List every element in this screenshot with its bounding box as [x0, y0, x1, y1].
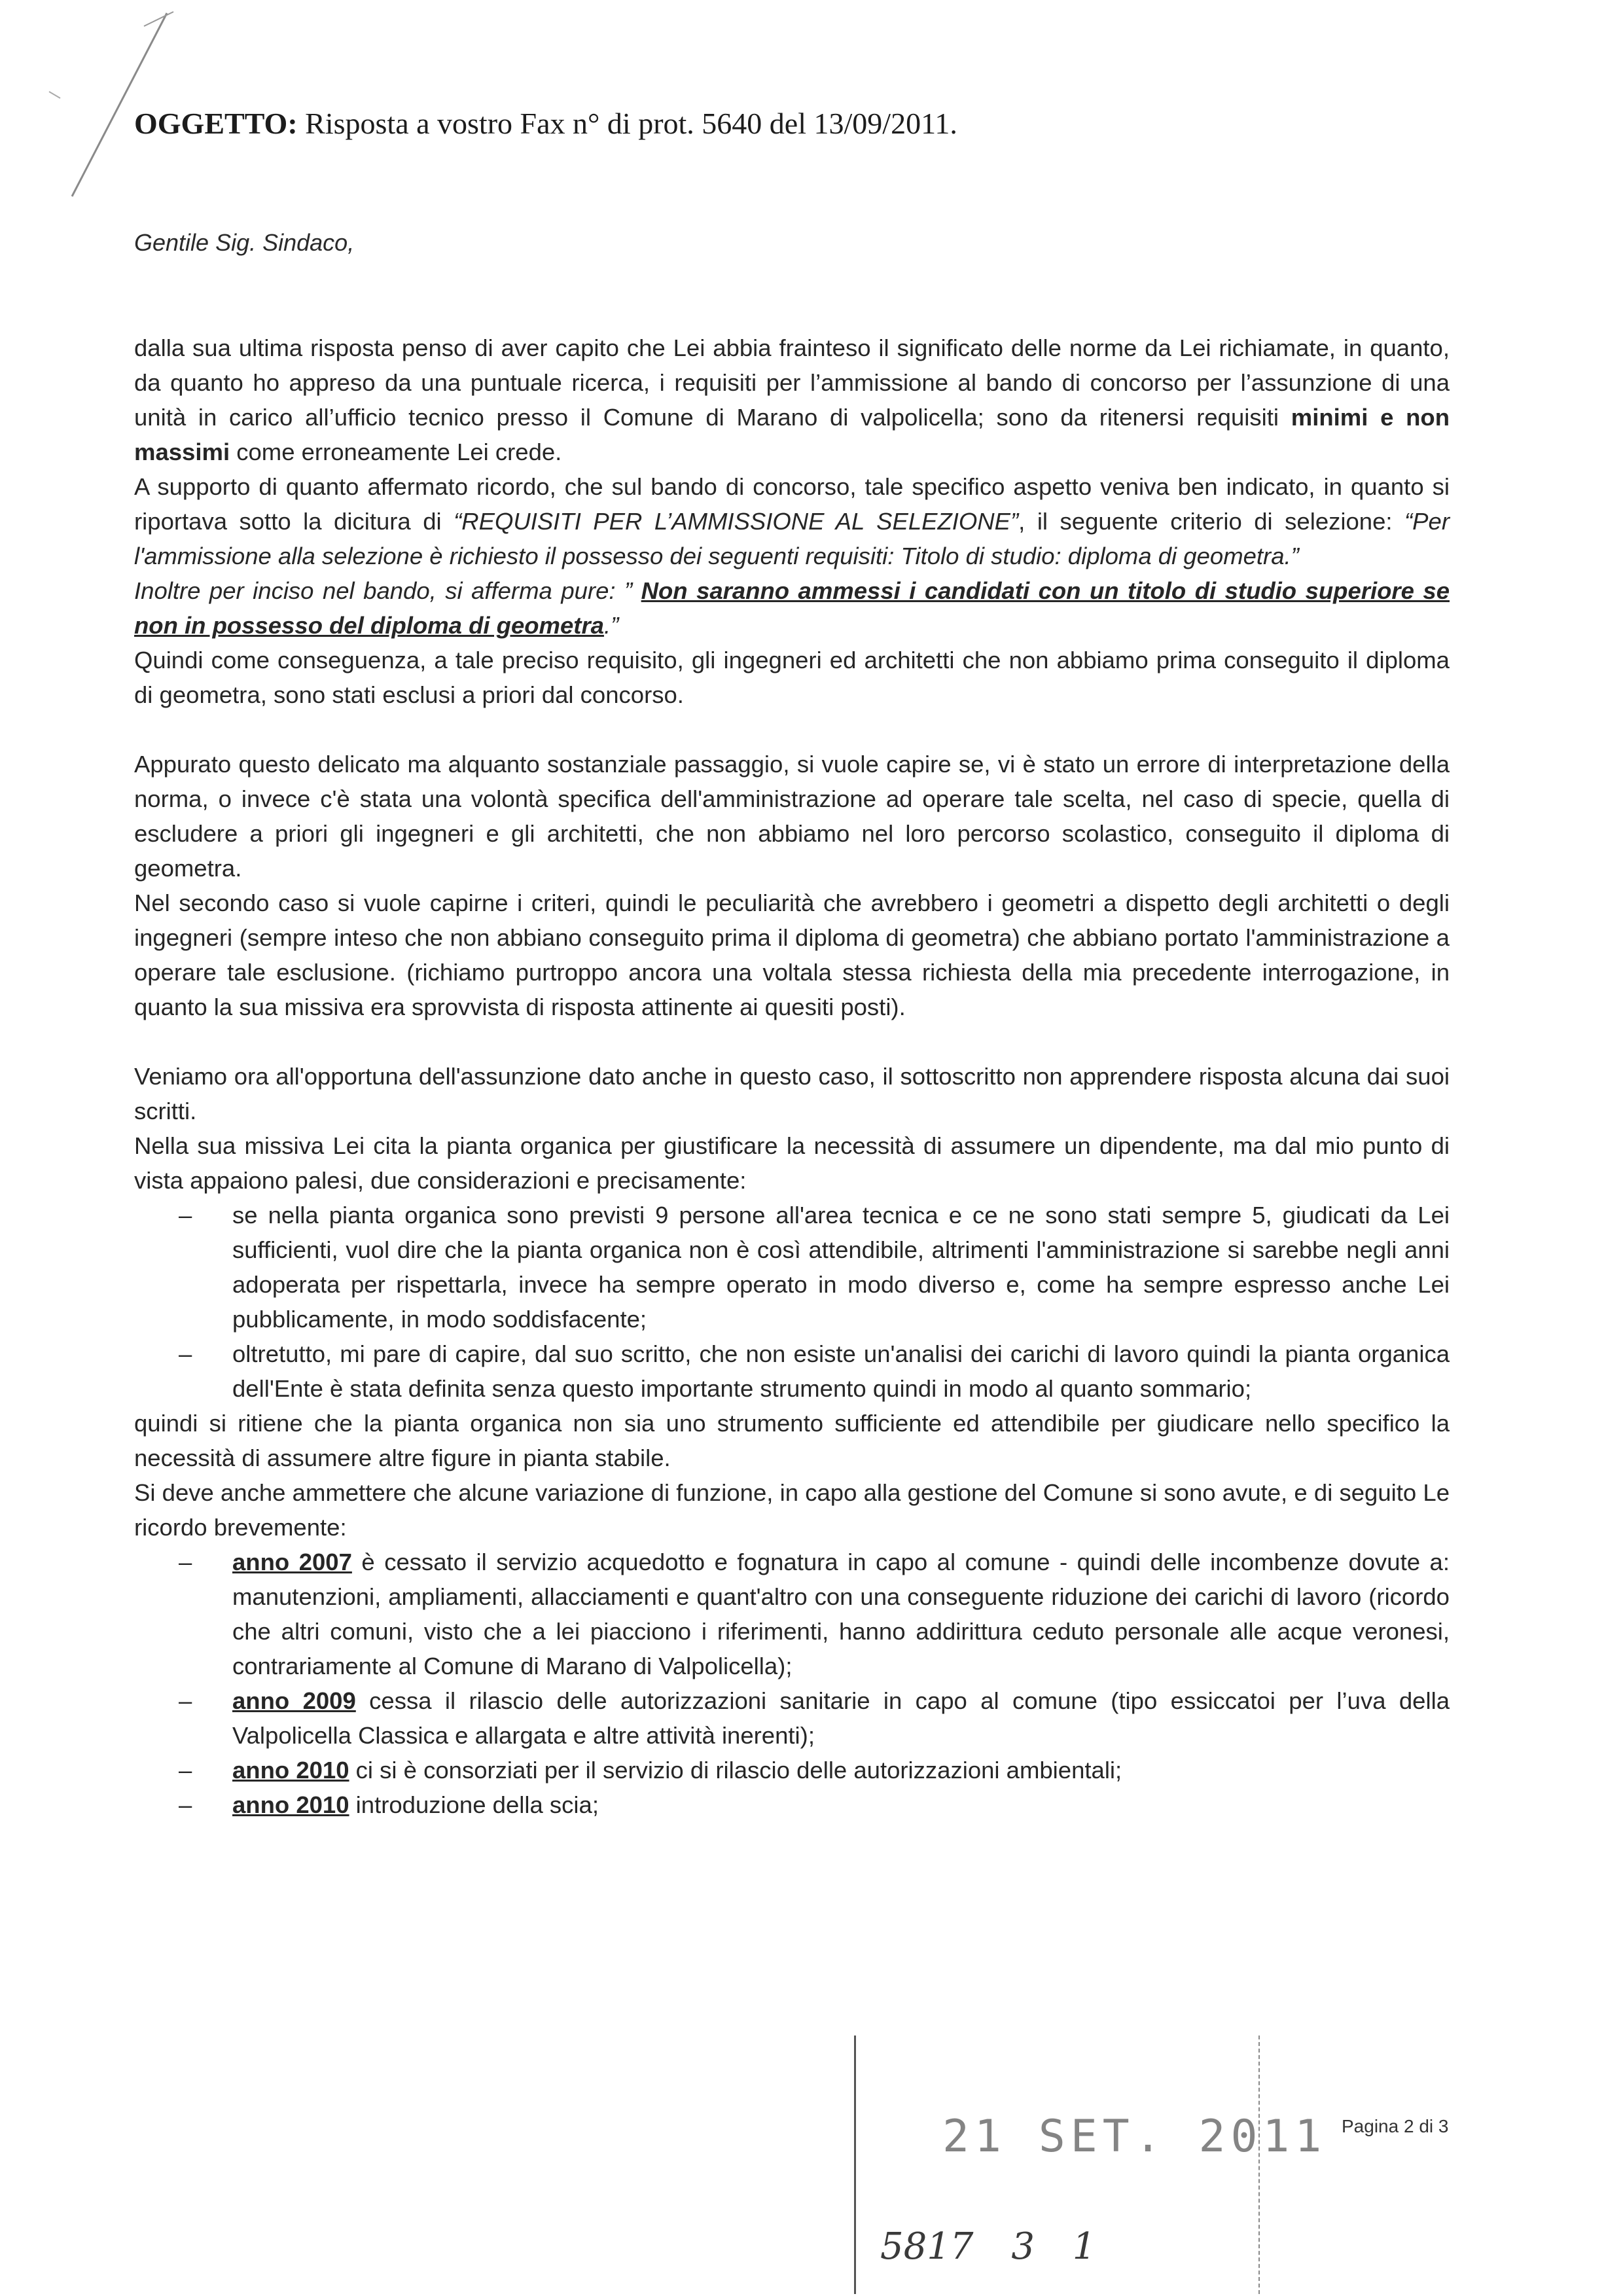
- quote-section-title: “REQUISITI PER L’AMMISSIONE AL SELEZIONE”: [454, 508, 1019, 535]
- considerations-list: [134, 1198, 1450, 1406]
- subject-text: Risposta a vostro Fax n° di prot. 5640 del 13/09/2011.: [305, 107, 957, 140]
- scan-corner-mark: [46, 0, 177, 209]
- subject-label: OGGETTO:: [134, 107, 298, 140]
- quote-exclusion-clause: Non saranno ammessi i candidati con un titolo di studio superiore se non in possesso del diploma di geometra: [134, 577, 1450, 639]
- letter-body: [134, 331, 1450, 1822]
- stamp-date: 21 SET. 2011: [942, 2111, 1327, 2162]
- paragraph-2: A supporto di quanto affermato ricordo, che sul bando di concorso, tale specifico aspetto veniva ben indicato, in quanto si riportava sotto la dicitura di “REQUISITI PER L’AMMISSIONE AL SELEZIONE”, il seguente criterio di selezione: “Per l'ammissione alla selezione è richiesto il possesso dei seguenti requisiti: Titolo di studio: diploma di geometra.”: [134, 473, 1450, 569]
- list-item: – anno 2007 è cessato il servizio acquedotto e fognatura in capo al comune - quindi delle incombenze dovute a: manutenzioni, ampliamenti, allacciamenti e quant'altro con una conseguente riduzione dei carichi di lavoro (ricordo che altri comuni, visto che a lei piacciono i riferimenti, hanno addirittura ceduto personale alle acque veronesi, contrariamente al Comune di Marano di Valpolicella);: [232, 1545, 1450, 1683]
- year-label: anno 2007: [232, 1549, 352, 1575]
- paragraph-1: dalla sua ultima risposta penso di aver capito che Lei abbia frainteso il significato delle norme da Lei richiamate, in quanto, da quanto ho appreso da una puntuale ricerca, i requisiti per l’ammissione al bando di concorso per l’assunzione di una unità in carico all’ufficio tecnico presso il Comune di Marano di valpolicella; sono da ritenersi requisiti minimi e non massimi come erroneamente Lei crede.: [134, 334, 1450, 465]
- paragraph-10: Si deve anche ammettere che alcune variazione di funzione, in capo alla gestione del Comune si sono avute, e di seguito Le ricordo brevemente:: [134, 1479, 1450, 1541]
- list-item: – oltretutto, mi pare di capire, dal suo scritto, che non esiste un'analisi dei carichi di lavoro quindi la pianta organica dell'Ente è stata definita senza questo importante strumento quindi in modo al quanto sommario;: [232, 1336, 1450, 1406]
- list-item: – se nella pianta organica sono previsti 9 persone all'area tecnica e ce ne sono stati sempre 5, giudicati da Lei sufficienti, vuol dire che la pianta organica non è così attendibile, altrimenti l'amministrazione si sarebbe negli anni adoperata per rispettarla, invece ha sempre operato in modo diverso e, come ha sempre espresso anche Lei pubblicamente, in modo soddisfacente;: [232, 1198, 1450, 1336]
- list-item: – anno 2009 cessa il rilascio delle autorizzazioni sanitarie in capo al comune (tipo essiccatoi per l’uva della Valpolicella Classica e allargata e altre attività inerenti);: [232, 1683, 1450, 1753]
- list-item: – anno 2010 ci si è consorziati per il servizio di rilascio delle autorizzazioni ambientali;: [232, 1753, 1450, 1787]
- paragraph-8: Nella sua missiva Lei cita la pianta organica per giustificare la necessità di assumere un dipendente, ma dal mio punto di vista appaiono palesi, due considerazioni e precisamente:: [134, 1132, 1450, 1194]
- year-label: anno 2010: [232, 1757, 349, 1784]
- year-label: anno 2010: [232, 1791, 349, 1818]
- paragraph-3: Inoltre per inciso nel bando, si afferma pure: ” Non saranno ammessi i candidati con un titolo di studio superiore se non in possesso del diploma di geometra.”: [134, 577, 1450, 639]
- year-label: anno 2009: [232, 1687, 356, 1714]
- paragraph-9: quindi si ritiene che la pianta organica non sia uno strumento sufficiente ed attendibile per giudicare nello specifico la necessità di assumere altre figure in pianta stabile.: [134, 1410, 1450, 1471]
- subject-line: [134, 106, 1312, 141]
- changes-list: [134, 1545, 1450, 1822]
- paragraph-6: Nel secondo caso si vuole capirne i criteri, quindi le peculiarità che avrebbero i geometri a dispetto degli architetti o degli ingegneri (sempre inteso che non abbiano conseguito prima il diploma di geometra) che abbiano portato l'amministrazione a operare tale esclusione. (richiamo purtroppo ancora una voltala stessa richiesta della mia precedente interrogazione, in quanto la sua missiva era sprovvista di risposta attinente ai quesiti posti).: [134, 889, 1450, 1020]
- paragraph-5: Appurato questo delicato ma alquanto sostanziale passaggio, si vuole capire se, vi è stato un errore di interpretazione della norma, o invece c'è stata una volontà specifica dell'amministrazione ad operare tale scelta, nel caso di specie, quella di escludere a priori gli ingegneri e gli architetti, che non abbiamo nel loro percorso scolastico, conseguito il diploma di geometra.: [134, 751, 1450, 882]
- emphasis-minimum-requirements: minimi e non massimi: [134, 404, 1450, 465]
- stamp-handwritten-number: 5817 3 1: [880, 2225, 1096, 2268]
- paragraph-4: Quindi come conseguenza, a tale preciso requisito, gli ingegneri ed architetti che non abbiamo prima conseguito il diploma di geometra, sono stati esclusi a priori dal concorso.: [134, 647, 1450, 708]
- page-number: Pagina 2 di 3: [1342, 2116, 1449, 2136]
- list-item: – anno 2010 introduzione della scia;: [232, 1787, 1450, 1822]
- quote-requirement: “Per l'ammissione alla selezione è richiesto il possesso dei seguenti requisiti: Titolo di studio: diploma di geometra.”: [134, 508, 1450, 569]
- paragraph-7: Veniamo ora all'opportuna dell'assunzione dato anche in questo caso, il sottoscritto non apprendere risposta alcuna dai suoi scritti.: [134, 1063, 1450, 1124]
- salutation: Gentile Sig. Sindaco,: [134, 229, 355, 256]
